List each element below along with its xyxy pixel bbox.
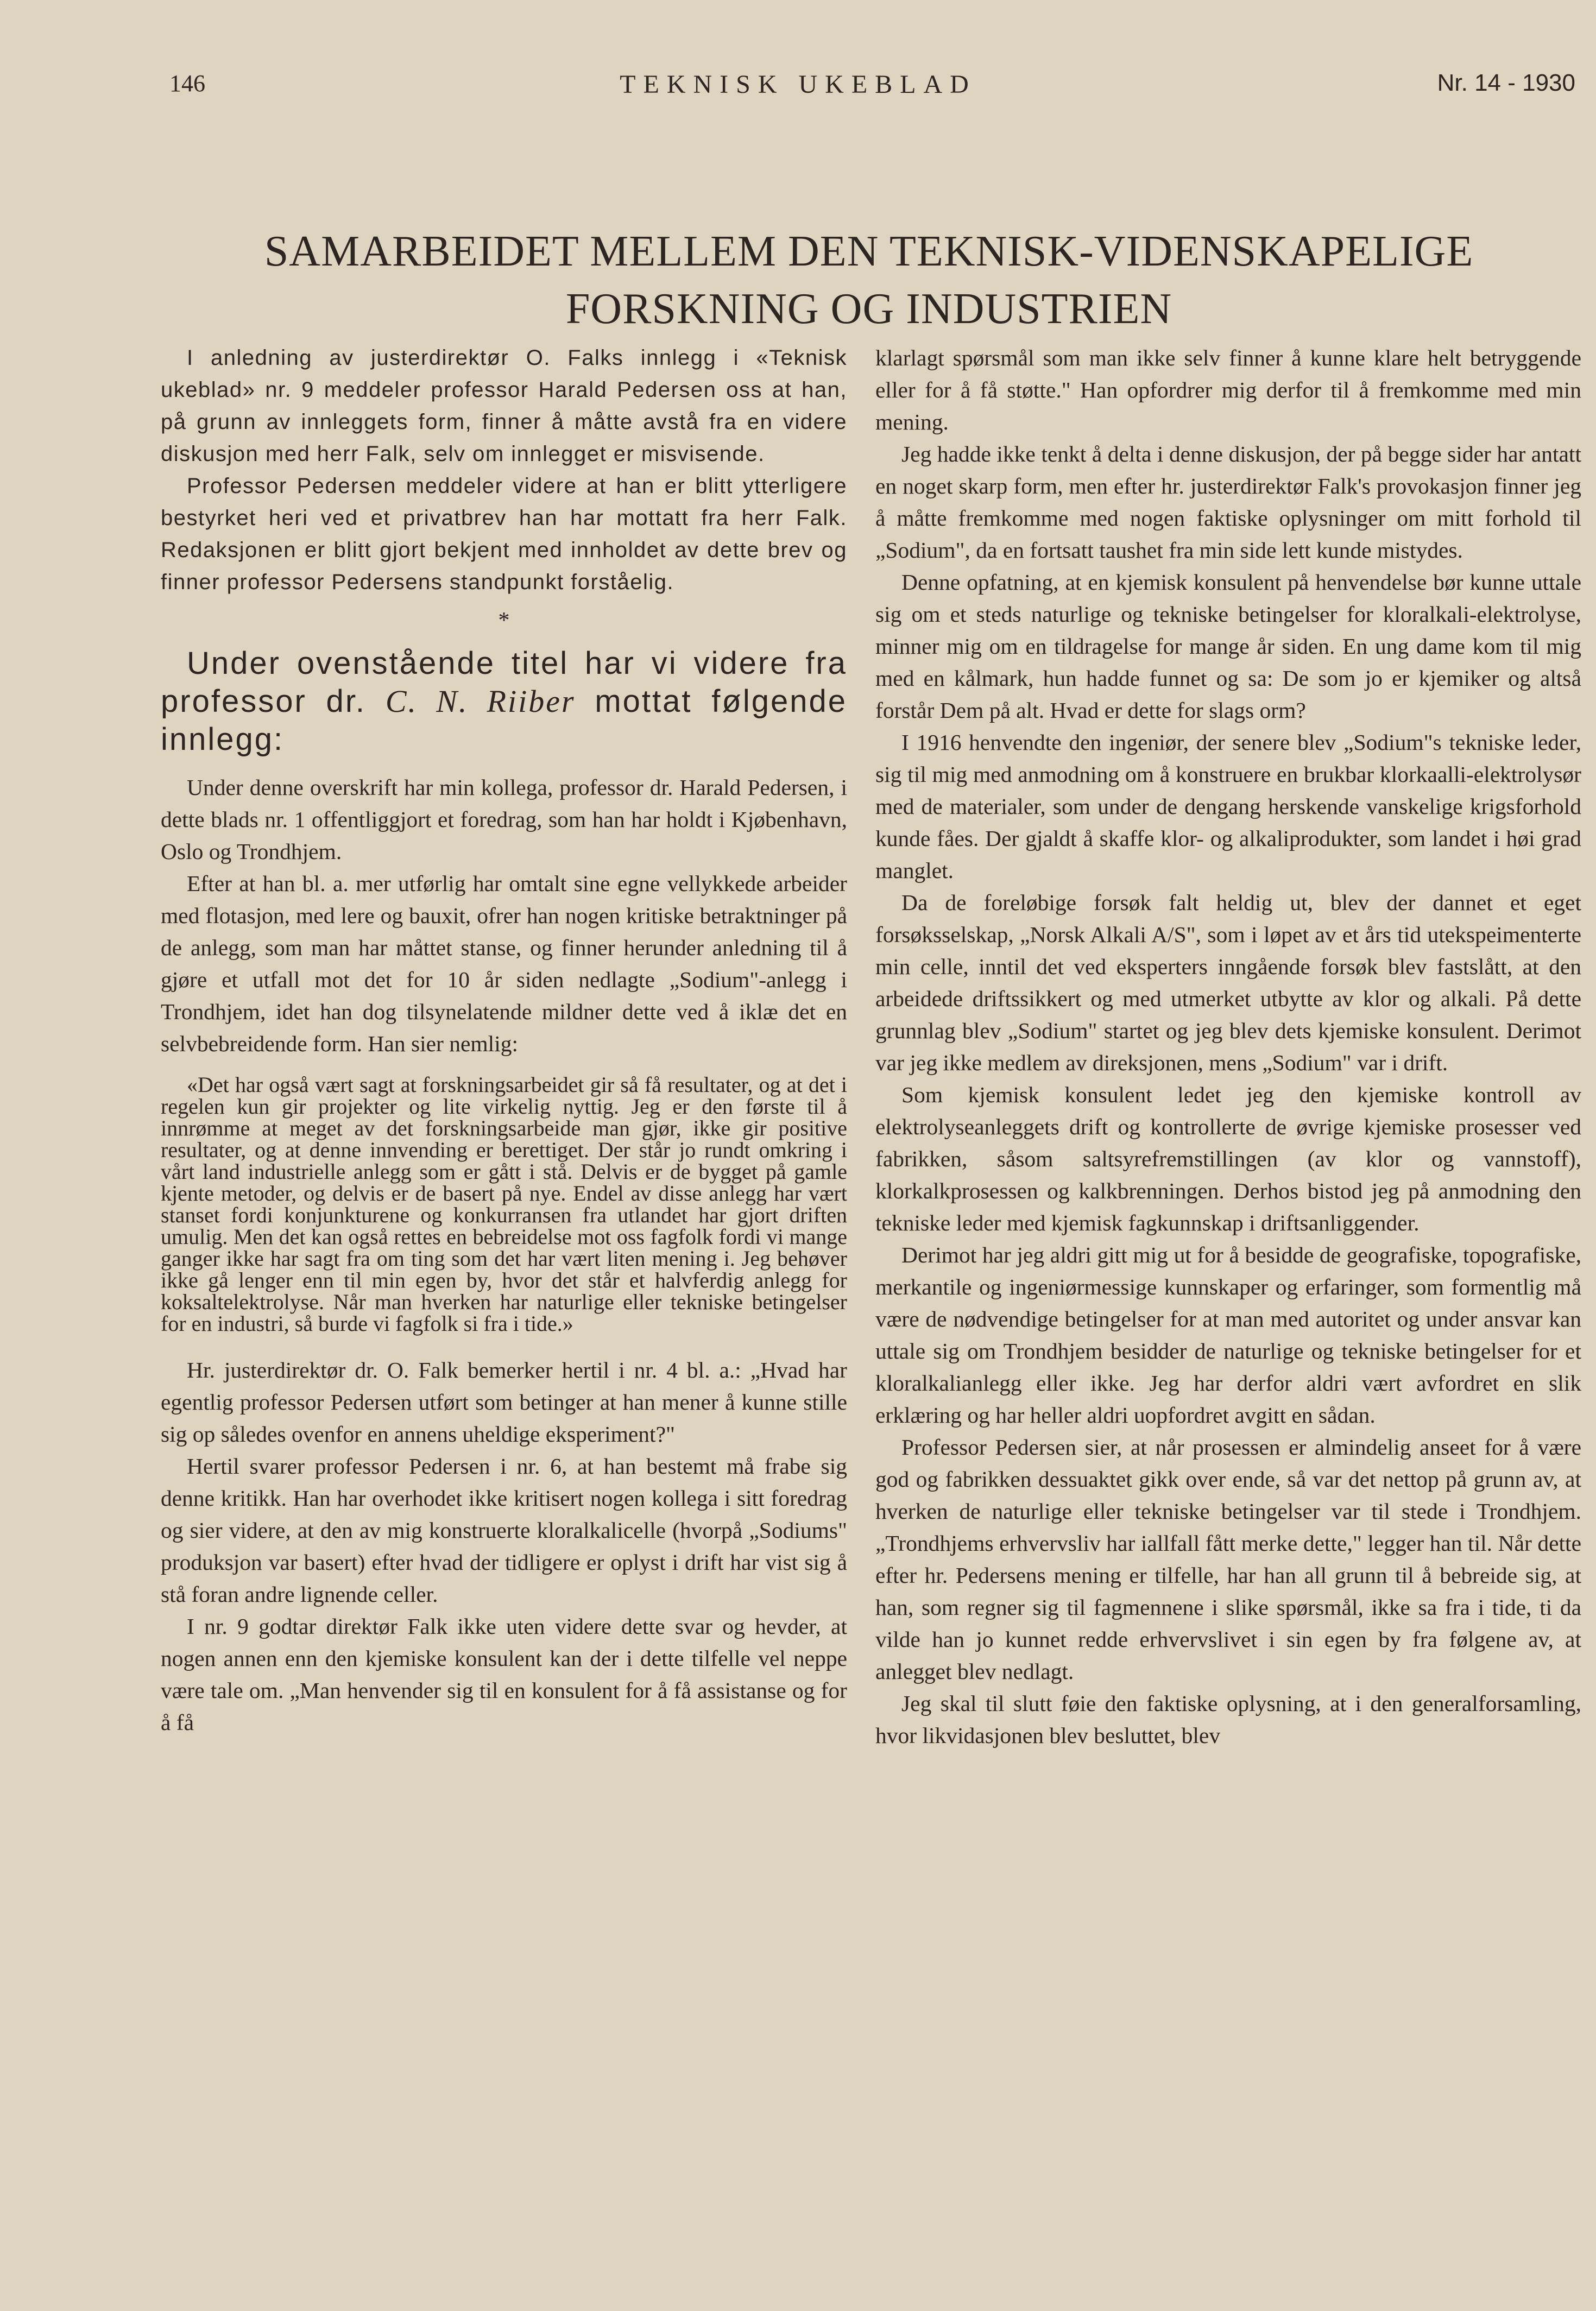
body-paragraph: Under denne overskrift har min kollega, professor dr. Harald Pedersen, i dette blads nr. 1 offentliggjort et foredrag, som han har holdt i Kjøbenhavn, Oslo og Trondhjem. <box>161 775 847 864</box>
quoted-passage: «Det har også vært sagt at forskningsarbeidet gir så få resultater, og at det i regelen kun gir projekter og lite virkelig nyttig. Jeg er den første til å innrømme at meget av det forskningsarbeide man gjør, ikke gir positive resultater, og at denne innvending er berettiget. Der står jo rundt omkring i vårt land industrielle anlegg som er gått i stå. Delvis er de bygget på gamle kjente metoder, og delvis er de basert på nye. Endel av disse anlegg har vært stanset fordi konjunkturene og konkurransen fra utlandet har gjort driften umulig. Men det kan også rettes en bebreidelse mot oss fagfolk fordi vi mange ganger ikke har sagt fra om ting som det har vært liten mening i. Jeg behøver ikke gå lenger enn til min egen by, hvor det står et halvferdig anlegg for koksaltelektrolyse. Når man hverken har naturlige eller tekniske betingelser for en industri, så burde vi fagfolk si fra i tide.» <box>161 1072 847 1336</box>
body-paragraph: Jeg hadde ikke tenkt å delta i denne diskusjon, der på begge sider har antatt en noget skarp form, men efter hr. justerdirektør Falk's provokasjon finner jeg å måtte fremkomme med nogen faktiske oplysninger om mitt forhold til „Sodium", da en fortsatt taushet fra min side lett kunde mistydes. <box>875 441 1581 563</box>
body-paragraph: Denne opfatning, at en kjemisk konsulent på henvendelse bør kunne uttale sig om et steds naturlige og tekniske betingelser for kloralkali-elektrolyse, minner mig om en tildragelse for mange år siden. En ung dame kom til mig med en kålmark, hun hadde funnet og sa: De som jo er kjemiker og altså forstår Dem på alt. Hvad er dette for slags orm? <box>875 570 1581 723</box>
lead-paragraph <box>161 645 847 759</box>
body-paragraph: Professor Pedersen sier, at når prosessen er almindelig anseet for å være god og fabrikken dessuaktet gikk over ende, så var det nettop på grunn av, at hverken de naturlige eller tekniske betingelser var til stede i Trondhjem. „Trondhjems erhvervsliv har iallfall fått merke dette," legger han til. Når dette efter hr. Pedersens mening er tilfelle, har han all grunn til å bebreide sig, at han, som regner sig til fagmennene i slike spørsmål, ikke sa fra i tide, ti da vilde han jo kunnet redde erhvervslivet i sin egen by fra følgene av, at anlegget blev nedlagt. <box>875 1435 1581 1684</box>
lead-text: mottat følgende innlegg: <box>161 684 848 757</box>
editorial-paragraph: Professor Pedersen meddeler videre at han er blitt ytterligere bestyrket heri ved et privatbrev han har mottatt fra herr Falk. Redaksjonen er blitt gjort bekjent med innholdet av dette brev og finner professor Pedersens standpunkt forståelig. <box>161 474 847 594</box>
issue-number: Nr. 14 - 1930 <box>1437 70 1575 96</box>
title-line-1: SAMARBEIDET MELLEM DEN TEKNISK-VIDENSKAPELIGE <box>264 228 1474 275</box>
editorial-paragraph: I anledning av justerdirektør O. Falks innlegg i «Teknisk ukeblad» nr. 9 meddeler professor Harald Pedersen oss at han, på grunn av innleggets form, finner å måtte avstå fra en videre diskusjon med herr Falk, selv om innlegget er misvisende. <box>161 346 847 466</box>
article-title <box>163 223 1575 338</box>
body-paragraph: Som kjemisk konsulent ledet jeg den kjemiske kontroll av elektrolyseanleggets drift og kontrollerte de øvrige kjemiske prosesser ved fabrikken, såsom saltsyrefremstillingen (av klor og vannstoff), klorkalkprosessen og kalkbrenningen. Derhos bistod jeg på anmodning den tekniske leder med kjemisk fagkunnskap i driftsanliggender. <box>875 1082 1581 1235</box>
right-column <box>875 342 1581 1752</box>
journal-title: TEKNISK UKEBLAD <box>620 70 976 99</box>
body-paragraph: Hertil svarer professor Pedersen i nr. 6, at han bestemt må frabe sig denne kritikk. Han har overhodet ikke kritisert nogen kollega i sitt foredrag og sier videre, at den av mig konstruerte kloralkalicelle (hvorpå „Sodiums" produksjon var basert) efter hvad der tidligere er oplyst i drift har vist sig å stå foran andre lignende celler. <box>161 1454 847 1607</box>
section-separator: * <box>498 608 510 633</box>
left-column <box>161 342 847 1739</box>
body-paragraph: Jeg skal til slutt føie den faktiske oplysning, at i den generalforsamling, hvor likvidasjonen blev besluttet, blev <box>875 1691 1581 1748</box>
body-paragraph: Efter at han bl. a. mer utførlig har omtalt sine egne vellykkede arbeider med flotasjon, med lere og bauxit, ofrer han nogen kritiske betraktninger på de anlegg, som man har måttet stanse, og finner herunder anledning til å gjøre et utfall mot det for 10 år siden nedlagte „Sodium"-anlegg i Trondhjem, idet han dog tilsynelatende mildner dette ved å iklæ det en selvbebreidende form. Han sier nemlig: <box>161 871 847 1056</box>
body-paragraph: I nr. 9 godtar direktør Falk ikke uten videre dette svar og hevder, at nogen annen enn den kjemiske konsulent kan der i dette tilfelle vel neppe være tale om. „Man henvender sig til en konsulent for å få assistanse og for å få <box>161 1614 847 1735</box>
lead-text: Under ovenstående titel har vi videre fra professor dr. <box>161 646 847 719</box>
page-number: 146 <box>169 70 205 97</box>
title-line-2: FORSKNING OG INDUSTRIEN <box>565 285 1172 333</box>
body-paragraph: Derimot har jeg aldri gitt mig ut for å besidde de geografiske, topografiske, merkantile og ingeniørmessige kunnskaper og erfaringer, som formentlig må være de nødvendige betingelser for at man med autoritet og under ansvar kan uttale sig om Trondhjem besidder de naturlige og tekniske betingelser for et kloralkalianlegg eller ikke. Jeg har derfor aldri vært avfordret en slik erklæring og har heller aldri uopfordret avgitt en sådan. <box>875 1242 1581 1428</box>
author-name: C. N. Riiber <box>385 684 576 719</box>
body-paragraph: I 1916 henvendte den ingeniør, der senere blev „Sodium"s tekniske leder, sig til mig med anmodning om å konstruere en brukbar klorkaalli-elektrolysør med de materialer, som under de dengang herskende vanskelige krigsforhold kunde fåes. Der gjaldt å skaffe klor- og alkaliprodukter, som landet i høi grad manglet. <box>875 730 1581 883</box>
body-paragraph: Da de foreløbige forsøk falt heldig ut, blev der dannet et eget forsøksselskap, „Norsk Alkali A/S", som i løpet av et års tid utekspeimenterte min celle, inntil det ved eksperters inngående forsøk blev fastslått, at den arbeidede driftssikkert og med utmerket utbytte av klor og alkali. På dette grunnlag blev „Sodium" startet og jeg blev dets kjemiske konsulent. Derimot var jeg ikke medlem av direksjonen, mens „Sodium" var i drift. <box>875 890 1581 1075</box>
body-paragraph: klarlagt spørsmål som man ikke selv finner å kunne klare helt betryggende eller for å få støtte." Han opfordrer mig derfor til å fremkomme med min mening. <box>875 345 1581 434</box>
body-paragraph: Hr. justerdirektør dr. O. Falk bemerker hertil i nr. 4 bl. a.: „Hvad har egentlig professor Pedersen utført som betinger at han mener å kunne stille sig op således ovenfor en annens uheldige eksperiment?" <box>161 1357 847 1447</box>
